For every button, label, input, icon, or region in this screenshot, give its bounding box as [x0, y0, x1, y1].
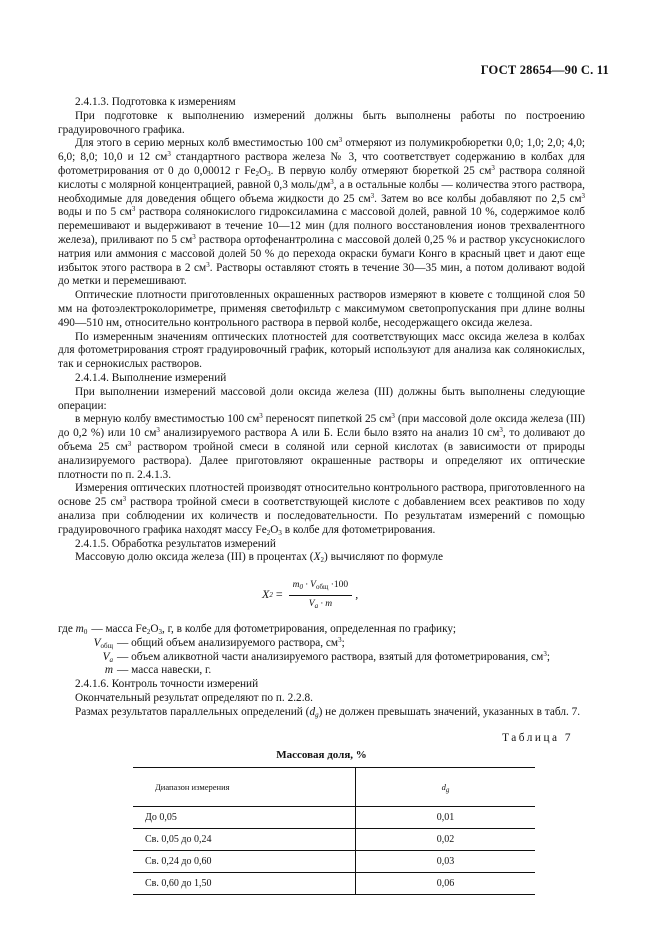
table-row	[133, 807, 535, 829]
table-7	[133, 767, 535, 895]
section-2-4-1-3-heading: 2.4.1.3. Подготовка к измерениям	[75, 96, 236, 108]
definition-m0: где $m_0$ — масса $Fe_2O_3$, г, в колбе для фотометрирования, определенная по графику;	[58, 623, 457, 637]
paragraph-preparation: При подготовке к выполнению измерений должны быть выполнены работы по построению градуировочного графика.	[58, 109, 585, 136]
paragraph-formula-intro: Массовую долю оксида железа (III) в процентах $(X_2)$ вычисляют по формуле	[75, 551, 444, 565]
section-2-4-1-5-heading: 2.4.1.5. Обработка результатов измерений	[75, 537, 276, 550]
paragraph-measurement-operations: При выполнении измерений массовой доли оксида железа (III) должны быть выполнены следующие операции:	[58, 385, 585, 412]
paragraph-reference-solution: Измерения оптических плотностей производят относительно контрольного раствора, приготовленного на основе 25 $см^3$ раствора тройной смеси в соответствующей кислоте с добавлением всех реактивов по ходу анализа при соблюдении их количеств и последовательности. По результатам измерений с помощью градуировочного графика находят массу $Fe_2O_3$ в колбе для фотометрирования.	[58, 482, 586, 537]
table-cell-dg: 0,06	[356, 873, 536, 895]
paragraph-calibration-graph: По измеренным значениям оптических плотностей для соответствующих масс оксида железа в колбах для фотометрирования строят градуировочный график, который используют для анализа как солянокислых, так и сернокислых растворов.	[58, 330, 585, 371]
table-row	[133, 829, 535, 851]
table-header-dg: $d_g$	[356, 768, 536, 807]
formula-block	[58, 573, 585, 621]
section-2-4-1-4-heading: 2.4.1.4. Выполнение измерений	[75, 371, 227, 384]
definition-v-aliquot: $V_a$ — объем аликвотной части анализируемого раствора, взятый для фотометрирования, $см^3$;	[102, 649, 550, 664]
definition-v-total: $V_{общ}$ — общий объем анализируемого раствора, $см^3$;	[93, 635, 345, 650]
table-number: Таблица 7	[502, 731, 573, 744]
table-cell-dg: 0,03	[356, 851, 536, 873]
page-content	[58, 96, 585, 769]
table-row	[133, 873, 535, 895]
table-header-range: Диапазон измерения	[133, 768, 356, 807]
formula-definitions	[58, 623, 585, 678]
formula-numerator: $m_0 \cdot V_{общ} \cdot 100$	[289, 579, 353, 596]
formula-fraction	[289, 579, 353, 612]
table-header-row	[133, 768, 535, 807]
paragraph-range-limit: Размах результатов параллельных определений $(d_g)$ не должен превышать значений, указанных в табл. 7.	[75, 705, 581, 719]
paragraph-final-result: Окончательный результат определяют по п. 2.2.8.	[75, 692, 313, 705]
definition-m: m — масса навески, г.	[104, 664, 212, 677]
table-cell-dg: 0,02	[356, 829, 536, 851]
table-row	[133, 851, 535, 873]
paragraph-optical-density: Оптические плотности приготовленных окрашенных растворов измеряют в кювете с толщиной слоя 50 мм на фотоэлектроколориметре, применяя светофильтр с максимумом светопропускания при длине волны 490—510 нм, относительно контрольного раствора в первой колбе, несодержащего оксида железа.	[58, 289, 585, 329]
table-cell-dg: 0,01	[356, 807, 536, 829]
paragraph-calibration-procedure: Для этого в серию мерных колб вместимостью 100 $см^3$ отмеряют из полумикробюретки 0,0; 1,0; 2,0; 4,0; 6,0; 8,0; 10,0 и 12 $см^3$ стандартного раствора железа № 3, что соответствует содержанию в колбах для фотометрирования от 0 до 0,00012 г $Fe_2O_3$. В первую колбу отмеряют бюреткой 25 $см^3$ раствора соляной кислоты с молярной концентрацией, равной 0,3 моль/$дм^3$, а в остальные колбы — количества этого раствора, необходимые для доведения общего объема жидкости до 25 $см^3$. Затем во все колбы добавляют по 2,5 $см^3$ воды и по 5 $см^3$ раствора солянокислого гидроксиламина с массовой долей, равной 10 %, содержимое колб перемешивают и выдерживают в течение 10—12 мин (для полного восстановления ионов трехвалентного железа), приливают по 5 $см^3$ раствора ортофенантролина с массовой долей 0,25 % и раствор уксуснокислого натрия или аммония с массовой долей 50 % до перехода окраски бумаги Конго в красный цвет и дают еще избыток этого раствора в 2 $см^3$. Растворы оставляют стоять в течение 30—35 мин, а потом доливают водой до метки и перемешивают.	[58, 136, 586, 288]
formula-x2: X 2 = $\frac{m_0 \cdot V_{общ} \cdot 100}{V_a \cdot m}$ ,	[262, 580, 359, 610]
formula-denominator: $V_a \cdot m$	[308, 598, 333, 610]
page-header: ГОСТ 28654—90 С. 11	[480, 63, 609, 77]
table-cell-range: Св. 0,05 до 0,24	[133, 829, 356, 851]
paragraph-pipette-procedure: в мерную колбу вместимостью 100 $см^3$ переносят пипеткой 25 $см^3$ (при массовой доле оксида железа (III) до 0,2 %) или 10 $см^3$ анализируемого раствора А или Б. Если было взято на анализ 10 $см^3$, то доливают до объема 25 $см^3$ раствором тройной смеси в соляной или серной кислотах (в зависимости от природы анализируемого раствора). Далее приготовляют окрашенные растворы и определяют их оптические плотности по п. 2.4.1.3.	[58, 412, 585, 481]
table-title: Массовая доля, %	[276, 749, 367, 762]
table-cell-range: Св. 0,24 до 0,60	[133, 851, 356, 873]
section-2-4-1-6-heading: 2.4.1.6. Контроль точности измерений	[75, 678, 259, 691]
table-cell-range: До 0,05	[133, 807, 356, 829]
table-cell-range: Св. 0,60 до 1,50	[133, 873, 356, 895]
